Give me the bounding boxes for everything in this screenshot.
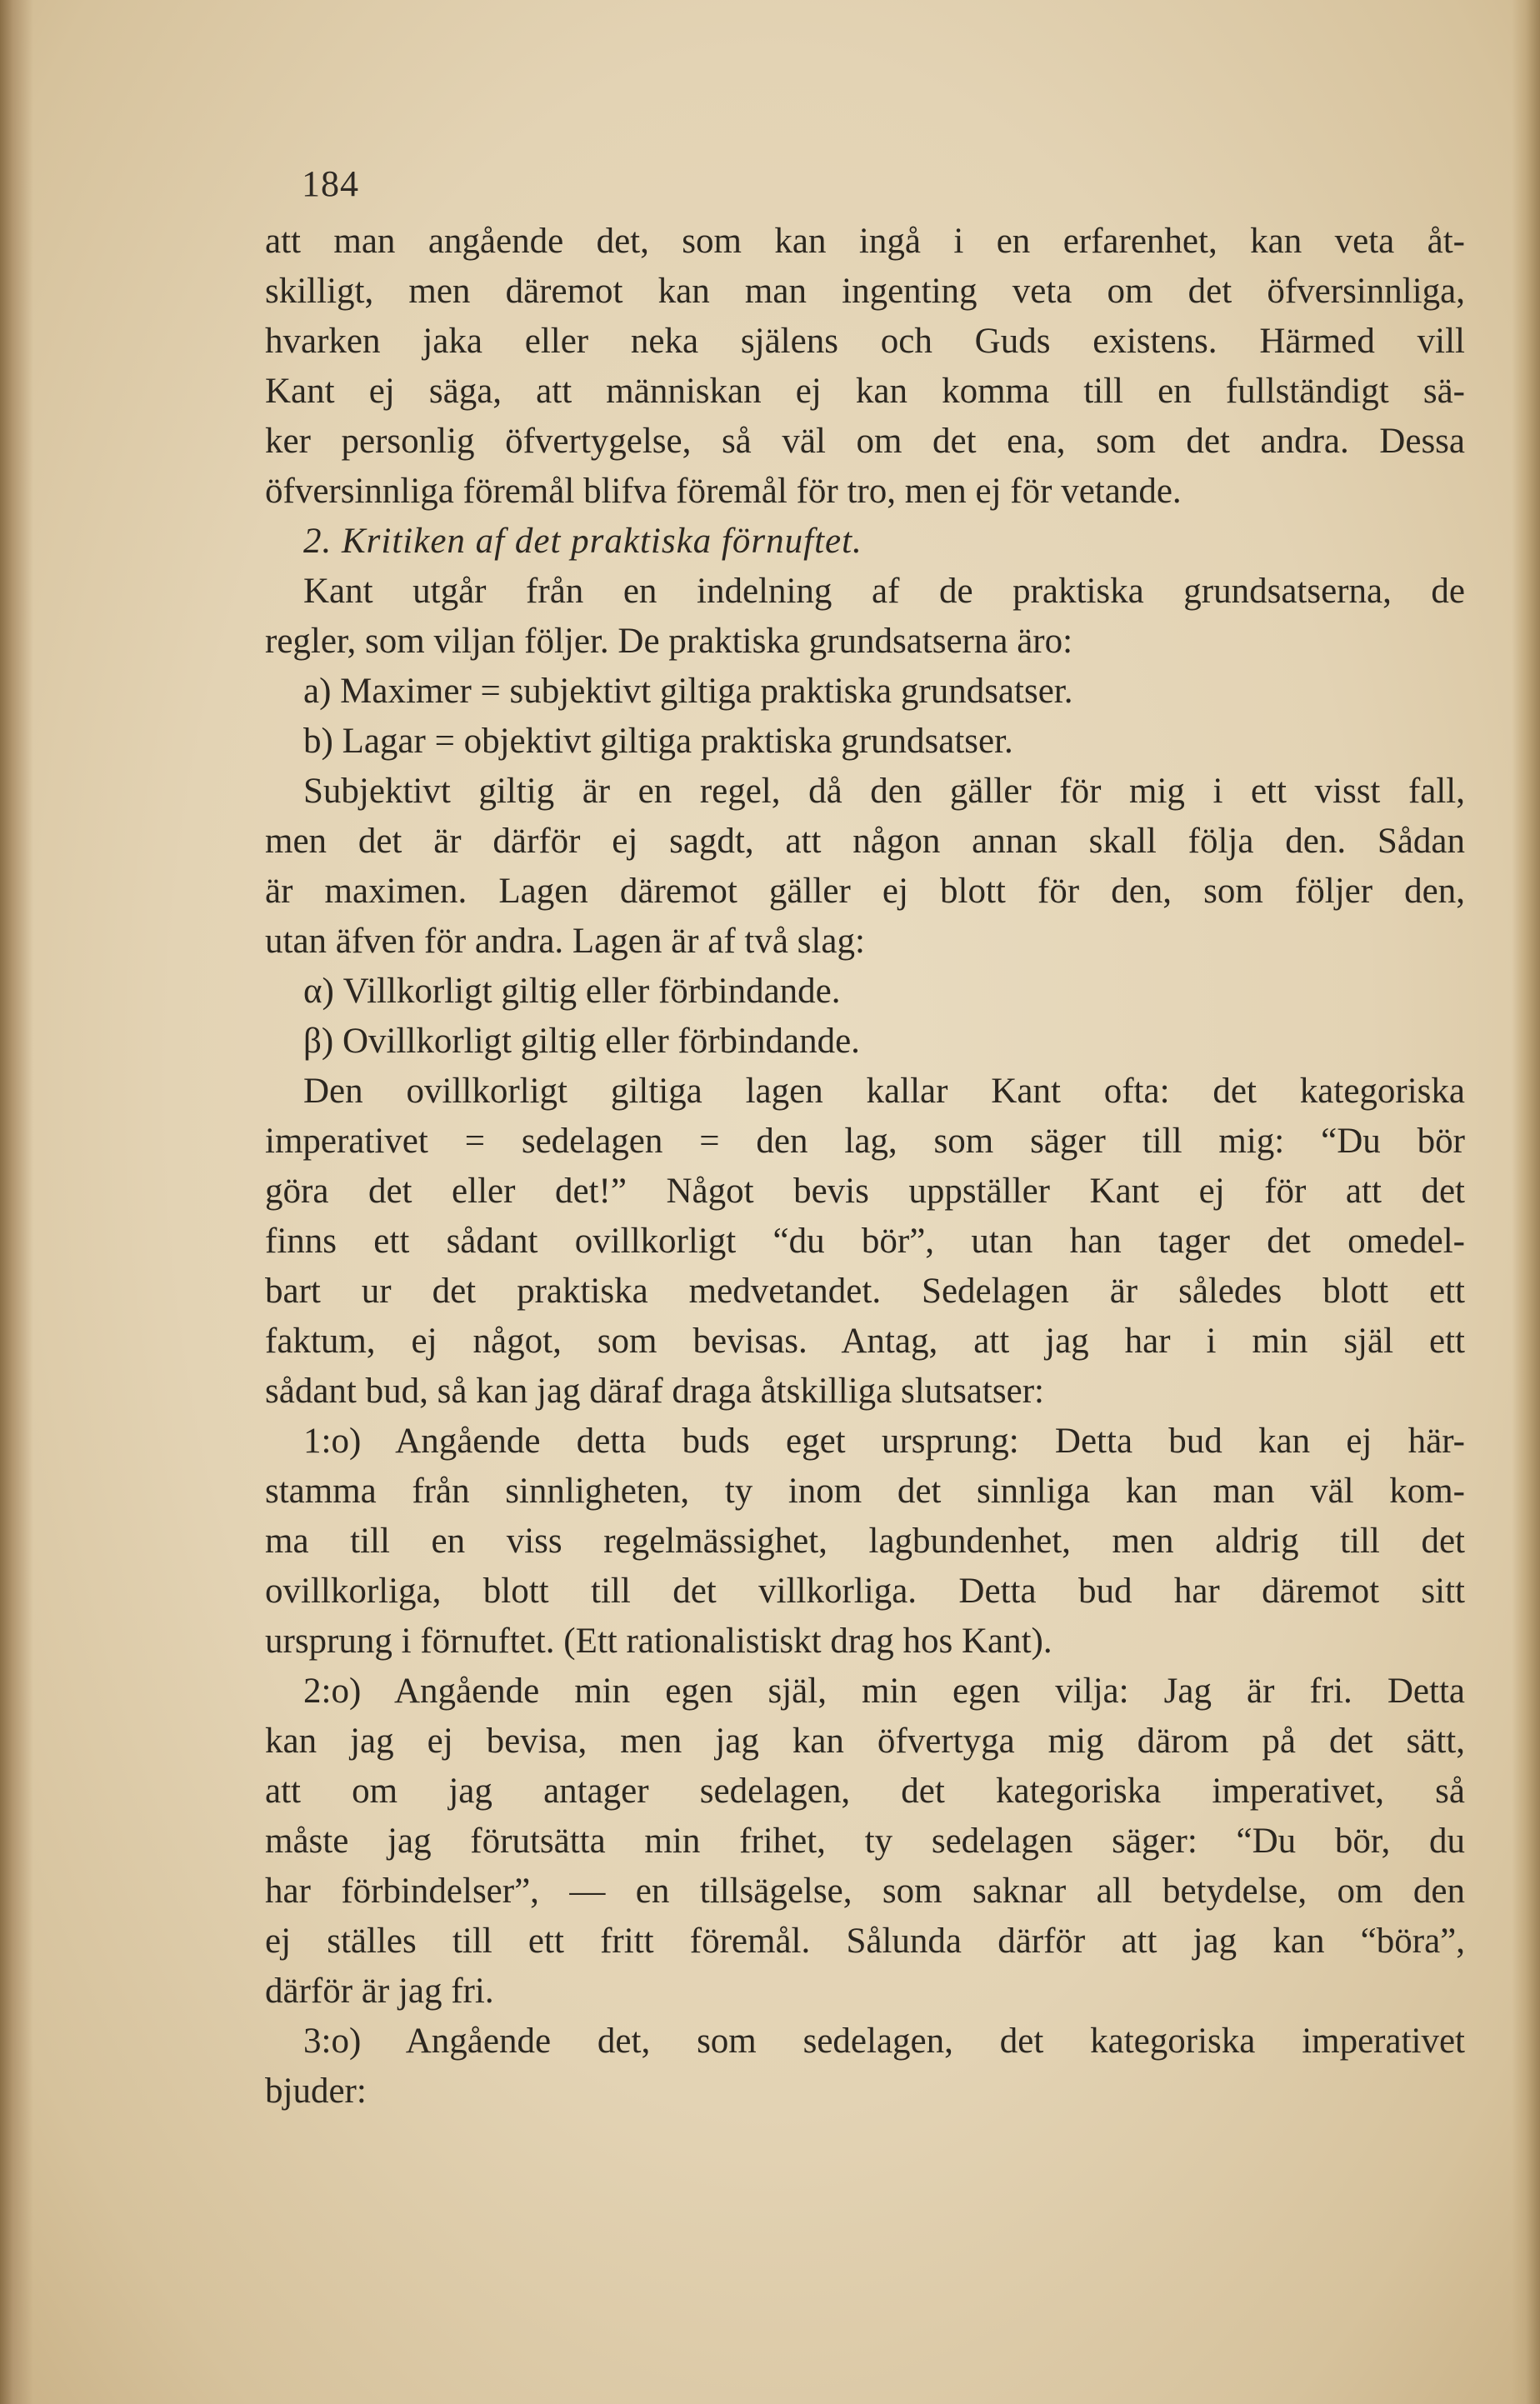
list-item: α) Villkorligt giltig eller förbindande. — [303, 972, 841, 1011]
text-line: utan äfven för andra. Lagen är af två slag: — [265, 922, 865, 961]
text-line: har förbindelser”, — en tillsägelse, som saknar all betydelse, om den — [265, 1872, 1465, 1911]
text-line: sådant bud, så kan jag däraf draga åtskilliga slutsatser: — [265, 1372, 1044, 1411]
text-line: att man angående det, som kan ingå i en erfarenhet, kan veta åt- — [265, 222, 1465, 261]
text-line: därför är jag fri. — [265, 1972, 494, 2011]
text-line: ursprung i förnuftet. (Ett rationalistiskt drag hos Kant). — [265, 1622, 1052, 1661]
text-line: Kant utgår från en indelning af de praktiska grundsatserna, de — [303, 572, 1465, 611]
text-line: bart ur det praktiska medvetandet. Sedelagen är således blott ett — [265, 1272, 1465, 1311]
text-line: göra det eller det!” Något bevis uppställer Kant ej för att det — [265, 1172, 1465, 1211]
text-line: kan jag ej bevisa, men jag kan öfvertyga mig därom på det sätt, — [265, 1722, 1465, 1761]
page-number: 184 — [302, 163, 359, 204]
list-item: a) Maximer = subjektivt giltiga praktiska grundsatser. — [303, 672, 1073, 711]
text-line: 2:o) Angående min egen själ, min egen vilja: Jag är fri. Detta — [303, 1672, 1465, 1711]
text-line: stamma från sinnligheten, ty inom det sinnliga kan man väl kom- — [265, 1472, 1465, 1511]
text-line: imperativet = sedelagen = den lag, som säger till mig: “Du bör — [265, 1122, 1465, 1161]
text-line: men det är därför ej sagdt, att någon annan skall följa den. Sådan — [265, 822, 1465, 861]
text-line: Subjektivt giltig är en regel, då den gäller för mig i ett visst fall, — [303, 772, 1465, 811]
text-line: måste jag förutsätta min frihet, ty sedelagen säger: “Du bör, du — [265, 1822, 1465, 1861]
text-line: Kant ej säga, att människan ej kan komma till en fullständigt sä- — [265, 372, 1465, 411]
text-line: att om jag antager sedelagen, det kategoriska imperativet, så — [265, 1772, 1465, 1811]
text-line: öfversinnliga föremål blifva föremål för tro, men ej för vetande. — [265, 472, 1182, 511]
text-line: ma till en viss regelmässighet, lagbundenhet, men aldrig till det — [265, 1522, 1465, 1561]
text-line: bjuder: — [265, 2072, 367, 2111]
text-line: finns ett sådant ovillkorligt “du bör”, utan han tager det omedel- — [265, 1222, 1465, 1261]
text-line: hvarken jaka eller neka själens och Guds existens. Härmed vill — [265, 322, 1465, 361]
text-line: är maximen. Lagen däremot gäller ej blott för den, som följer den, — [265, 872, 1465, 911]
list-item: β) Ovillkorligt giltig eller förbindande. — [303, 1022, 860, 1061]
page-right-edge — [1512, 0, 1540, 2404]
text-line: ej ställes till ett fritt föremål. Sålunda därför att jag kan “böra”, — [265, 1922, 1465, 1961]
section-heading: 2. Kritiken af det praktiska förnuftet. — [303, 522, 862, 561]
text-line: 3:o) Angående det, som sedelagen, det kategoriska imperativet — [303, 2022, 1465, 2061]
text-line: ovillkorliga, blott till det villkorliga. Detta bud har däremot sitt — [265, 1572, 1465, 1611]
text-line: skilligt, men däremot kan man ingenting veta om det öfversinnliga, — [265, 272, 1465, 311]
page-left-edge — [0, 0, 33, 2404]
text-line: 1:o) Angående detta buds eget ursprung: Detta bud kan ej här- — [303, 1422, 1465, 1461]
text-line: regler, som viljan följer. De praktiska grundsatserna äro: — [265, 622, 1073, 661]
text-line: Den ovillkorligt giltiga lagen kallar Kant ofta: det kategoriska — [303, 1072, 1465, 1111]
text-line: ker personlig öfvertygelse, så väl om det ena, som det andra. Dessa — [265, 422, 1465, 461]
list-item: b) Lagar = objektivt giltiga praktiska grundsatser. — [303, 722, 1013, 761]
text-line: faktum, ej något, som bevisas. Antag, att jag har i min själ ett — [265, 1322, 1465, 1361]
